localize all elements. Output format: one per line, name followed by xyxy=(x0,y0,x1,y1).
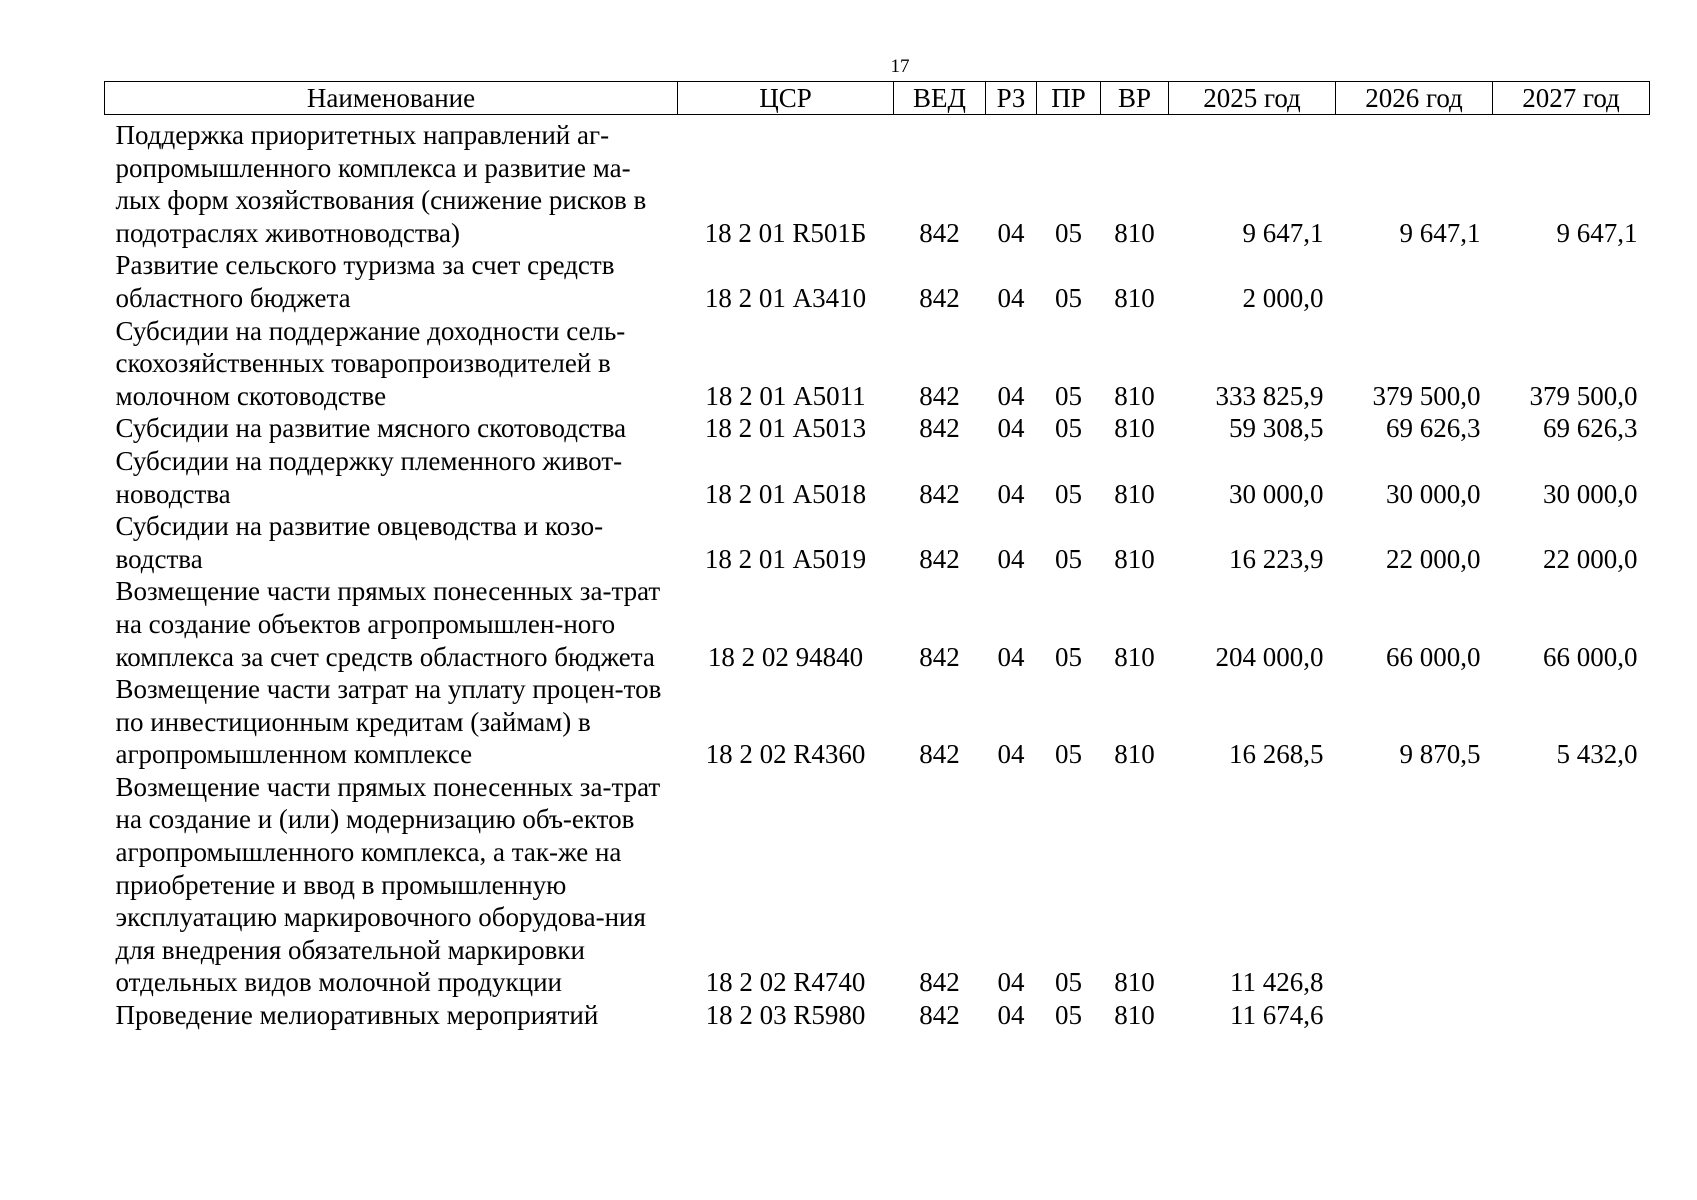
cell-2027: 9 647,1 xyxy=(1556,217,1638,248)
cell-2025: 204 000,0 xyxy=(1215,641,1324,672)
cell-pr: 05 xyxy=(1055,967,1082,998)
cell-ved: 842 xyxy=(919,641,960,672)
header-2025: 2025 год xyxy=(1169,82,1336,115)
table-row xyxy=(105,412,1650,445)
cell-csr: 18 2 03 R5980 xyxy=(705,1000,866,1031)
cell-2026: 66 000,0 xyxy=(1386,641,1481,672)
cell-pr: 05 xyxy=(1055,282,1082,313)
cell-ved: 842 xyxy=(919,217,960,248)
header-name: Наименование xyxy=(105,82,678,115)
cell-name: Возмещение части прямых понесенных за-трат на создание объектов агропромышлен-ного комплекса за счет средств областного бюджета xyxy=(115,576,661,672)
cell-2027: 30 000,0 xyxy=(1543,478,1638,509)
cell-2025: 16 268,5 xyxy=(1229,739,1324,770)
table-row xyxy=(105,315,1650,413)
cell-csr: 18 2 01 R501Б xyxy=(704,217,867,248)
table-row xyxy=(105,249,1650,314)
cell-vr: 810 xyxy=(1114,967,1155,998)
cell-2026: 9 647,1 xyxy=(1399,217,1481,248)
header-pr: ПР xyxy=(1037,82,1101,115)
table-row xyxy=(105,445,1650,510)
cell-ved: 842 xyxy=(919,282,960,313)
cell-vr: 810 xyxy=(1114,413,1155,444)
page-number: 17 xyxy=(890,56,910,77)
cell-csr: 18 2 01 А5018 xyxy=(704,478,867,509)
cell-csr: 18 2 02 R4740 xyxy=(705,967,866,998)
cell-ved: 842 xyxy=(919,413,960,444)
cell-name: Развитие сельского туризма за счет средств областного бюджета xyxy=(115,250,615,313)
cell-name: Субсидии на поддержку племенного живот-новодства xyxy=(115,445,623,509)
cell-2025: 59 308,5 xyxy=(1229,413,1324,444)
cell-rz: 04 xyxy=(997,739,1025,770)
header-csr: ЦСР xyxy=(678,82,894,115)
cell-vr: 810 xyxy=(1114,478,1155,509)
cell-pr: 05 xyxy=(1055,1000,1082,1031)
header-ved: ВЕД xyxy=(894,82,986,115)
cell-vr: 810 xyxy=(1114,739,1155,770)
cell-2025: 16 223,9 xyxy=(1229,543,1324,574)
cell-ved: 842 xyxy=(919,1000,960,1031)
cell-name: Субсидии на развитие овцеводства и козо-водства xyxy=(115,511,604,574)
cell-vr: 810 xyxy=(1114,543,1155,574)
cell-2025: 11 674,6 xyxy=(1230,1000,1324,1031)
header-2027: 2027 год xyxy=(1493,82,1650,115)
cell-2026: 379 500,0 xyxy=(1372,380,1481,411)
cell-pr: 05 xyxy=(1055,478,1082,509)
budget-table xyxy=(104,81,1650,1032)
cell-pr: 05 xyxy=(1055,380,1082,411)
cell-rz: 04 xyxy=(997,478,1025,509)
header-row xyxy=(105,82,1650,115)
cell-vr: 810 xyxy=(1114,217,1155,248)
cell-2026 xyxy=(1336,999,1493,1032)
cell-rz: 04 xyxy=(997,1000,1025,1031)
cell-2025: 333 825,9 xyxy=(1215,380,1324,411)
cell-csr: 18 2 01 А3410 xyxy=(704,282,867,313)
table-row xyxy=(105,771,1650,999)
cell-name: Поддержка приоритетных направлений аг-ропромышленного комплекса и развитие ма-лых форм хозяйствования (снижение рисков в подотраслях животноводства) xyxy=(115,120,647,248)
cell-2027: 22 000,0 xyxy=(1543,543,1638,574)
cell-csr: 18 2 01 А5011 xyxy=(705,380,866,411)
cell-vr: 810 xyxy=(1114,641,1155,672)
cell-name: Возмещение части прямых понесенных за-трат на создание и (или) модернизацию объ-ектов агропромышленного комплекса, а так-же на приобретение и ввод в промышленную эксплуатацию маркировочного оборудова-ния для внедрения обязательной маркировки отдельных видов молочной продукции xyxy=(115,771,661,998)
table-header xyxy=(105,82,1650,115)
header-2026: 2026 год xyxy=(1336,82,1493,115)
cell-ved: 842 xyxy=(919,739,960,770)
cell-2026 xyxy=(1336,771,1493,999)
cell-vr: 810 xyxy=(1114,282,1155,313)
cell-rz: 04 xyxy=(997,217,1025,248)
cell-pr: 05 xyxy=(1055,413,1082,444)
cell-2027: 66 000,0 xyxy=(1543,641,1638,672)
cell-ved: 842 xyxy=(919,478,960,509)
cell-2027 xyxy=(1493,999,1650,1032)
table-row xyxy=(105,510,1650,575)
cell-rz: 04 xyxy=(997,641,1025,672)
cell-csr: 18 2 02 R4360 xyxy=(705,739,866,770)
cell-csr: 18 2 01 А5013 xyxy=(704,413,867,444)
cell-2027 xyxy=(1493,249,1650,314)
cell-2026: 30 000,0 xyxy=(1386,478,1481,509)
cell-name: Проведение мелиоративных мероприятий xyxy=(115,1000,599,1031)
cell-2025: 9 647,1 xyxy=(1242,217,1324,248)
cell-name: Субсидии на поддержание доходности сель-скохозяйственных товаропроизводителей в молочном скотоводстве xyxy=(115,315,626,411)
cell-vr: 810 xyxy=(1114,1000,1155,1031)
cell-vr: 810 xyxy=(1114,380,1155,411)
cell-2026: 69 626,3 xyxy=(1386,413,1481,444)
table-row xyxy=(105,115,1650,250)
cell-2025: 30 000,0 xyxy=(1229,478,1324,509)
cell-rz: 04 xyxy=(997,282,1025,313)
table-row xyxy=(105,999,1650,1032)
cell-pr: 05 xyxy=(1055,641,1082,672)
cell-2025: 2 000,0 xyxy=(1242,282,1324,313)
cell-2027: 69 626,3 xyxy=(1543,413,1638,444)
header-vr: ВР xyxy=(1101,82,1169,115)
cell-csr: 18 2 01 А5019 xyxy=(704,543,867,574)
cell-2026: 22 000,0 xyxy=(1386,543,1481,574)
cell-rz: 04 xyxy=(997,543,1025,574)
cell-rz: 04 xyxy=(997,967,1025,998)
cell-2026 xyxy=(1336,249,1493,314)
cell-2027: 379 500,0 xyxy=(1529,380,1638,411)
cell-name: Субсидии на развитие мясного скотоводства xyxy=(115,413,627,444)
cell-ved: 842 xyxy=(919,543,960,574)
cell-csr: 18 2 02 94840 xyxy=(707,641,864,672)
cell-2026: 9 870,5 xyxy=(1399,739,1481,770)
cell-pr: 05 xyxy=(1055,543,1082,574)
table-row xyxy=(105,673,1650,771)
cell-ved: 842 xyxy=(919,967,960,998)
header-rz: РЗ xyxy=(986,82,1037,115)
cell-ved: 842 xyxy=(919,380,960,411)
table-row xyxy=(105,575,1650,673)
cell-2027: 5 432,0 xyxy=(1556,739,1638,770)
cell-2027 xyxy=(1493,771,1650,999)
cell-rz: 04 xyxy=(997,380,1025,411)
cell-rz: 04 xyxy=(997,413,1025,444)
table-body xyxy=(105,115,1650,1032)
cell-name: Возмещение части затрат на уплату процен-тов по инвестиционным кредитам (займам) в агропромышленном комплексе xyxy=(115,674,662,770)
cell-2025: 11 426,8 xyxy=(1230,967,1324,998)
cell-pr: 05 xyxy=(1055,217,1082,248)
cell-pr: 05 xyxy=(1055,739,1082,770)
